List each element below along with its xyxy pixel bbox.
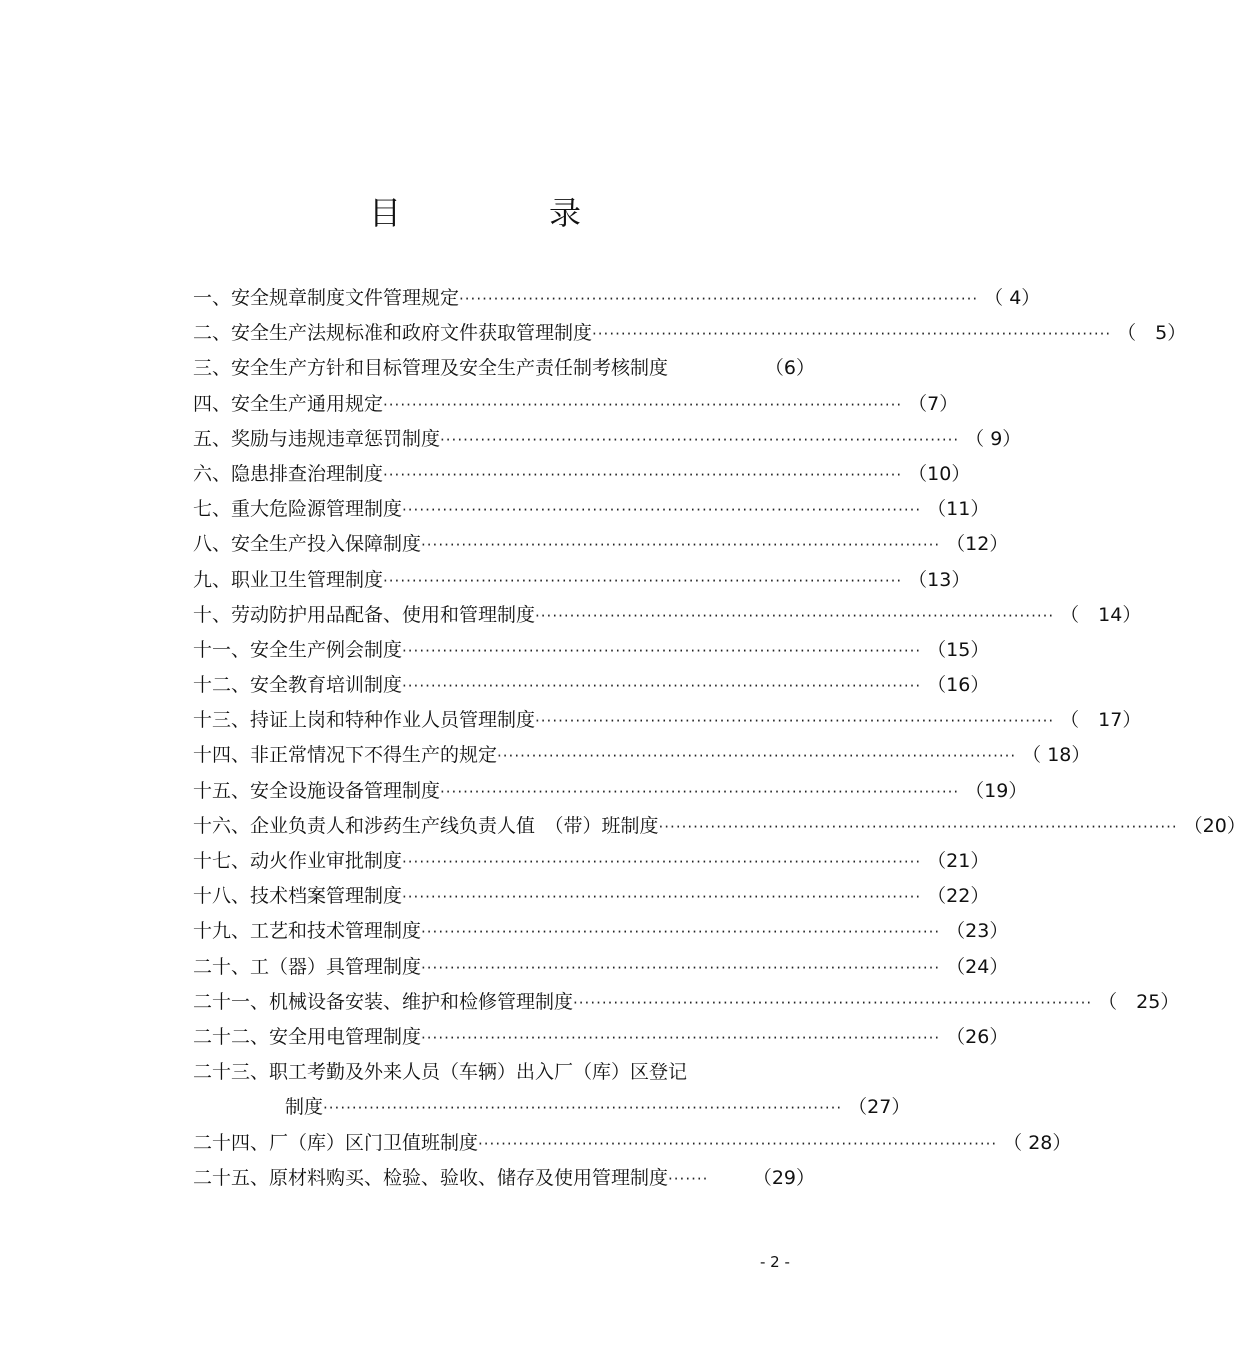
toc-entry-label: 二十一、机械设备安装、维护和检修管理制度 bbox=[193, 990, 574, 1013]
toc-entry-label: 八、安全生产投入保障制度 bbox=[193, 533, 422, 556]
toc-entry bbox=[193, 985, 1180, 1020]
toc-entry-page: （ 4） bbox=[984, 287, 1041, 309]
dot-leader: ·························································································· bbox=[402, 888, 922, 907]
table-of-contents bbox=[193, 281, 1246, 1196]
toc-entry bbox=[193, 387, 959, 422]
toc-entry-label: 十五、安全设施设备管理制度 bbox=[193, 779, 441, 802]
dot-leader: ·························································································· bbox=[658, 817, 1178, 836]
dot-leader: ·························································································· bbox=[402, 501, 922, 520]
toc-entry-page: （24） bbox=[946, 955, 1009, 978]
toc-entry-label: 十六、企业负责人和涉药生产线负责人值 （带）班制度 bbox=[193, 814, 659, 837]
toc-entry-page: （ 25） bbox=[1098, 990, 1180, 1013]
toc-entry-page: （15） bbox=[927, 638, 990, 661]
toc-entry-label: 十八、技术档案管理制度 bbox=[193, 885, 403, 908]
toc-entry-label: 十四、非正常情况下不得生产的规定 bbox=[193, 744, 498, 767]
toc-entry-page: （19） bbox=[965, 779, 1028, 802]
toc-entry-page: （6） bbox=[764, 357, 815, 380]
toc-entry-label: 三、安全生产方针和目标管理及安全生产责任制考核制度 bbox=[193, 357, 669, 380]
toc-entry bbox=[193, 668, 990, 703]
toc-entry-page: （11） bbox=[927, 498, 990, 521]
toc-entry-label: 六、隐患排查治理制度 bbox=[193, 462, 384, 485]
dot-leader: ·························································································· bbox=[421, 923, 941, 942]
toc-entry-page: （ 17） bbox=[1060, 709, 1142, 732]
dot-leader: ·························································································· bbox=[323, 1099, 843, 1118]
toc-entry bbox=[193, 492, 990, 527]
toc-entry-page: （23） bbox=[946, 920, 1009, 943]
toc-entry bbox=[193, 598, 1142, 633]
dot-leader: ·························································································· bbox=[592, 325, 1112, 344]
dot-leader: ······· bbox=[668, 1169, 709, 1188]
toc-entry-label: 十一、安全生产例会制度 bbox=[193, 638, 403, 661]
toc-entry bbox=[193, 457, 971, 492]
dot-leader: ·························································································· bbox=[383, 465, 903, 484]
toc-entry bbox=[193, 316, 1187, 351]
page-title: 目 录 bbox=[368, 194, 639, 232]
toc-entry-label: 七、重大危险源管理制度 bbox=[193, 498, 403, 521]
toc-entry-label: 二十二、安全用电管理制度 bbox=[193, 1025, 422, 1048]
dot-leader: ·························································································· bbox=[535, 712, 1055, 731]
dot-leader: ·························································································· bbox=[402, 677, 922, 696]
dot-leader: ·························································································· bbox=[402, 641, 922, 660]
toc-entry bbox=[193, 950, 1009, 985]
toc-entry bbox=[193, 422, 1022, 457]
toc-entry bbox=[193, 1126, 1072, 1161]
toc-entry-page: （16） bbox=[927, 674, 990, 697]
dot-leader: ·························································································· bbox=[383, 571, 903, 590]
dot-leader: ·························································································· bbox=[573, 993, 1093, 1012]
toc-entry-page: （ 18） bbox=[1022, 744, 1091, 767]
page-number: - 2 - bbox=[760, 1253, 790, 1271]
toc-entry bbox=[193, 879, 990, 914]
toc-entry bbox=[193, 914, 1009, 949]
toc-entry bbox=[193, 1020, 1009, 1055]
toc-entry-page: （20） bbox=[1183, 814, 1246, 837]
dot-leader: ·························································································· bbox=[535, 606, 1055, 625]
dot-leader: ·························································································· bbox=[402, 853, 922, 871]
toc-entry-page: （ 14） bbox=[1060, 603, 1142, 626]
toc-entry-label: 四、安全生产通用规定 bbox=[193, 392, 384, 415]
toc-entry-label: 十九、工艺和技术管理制度 bbox=[193, 920, 422, 943]
toc-entry bbox=[193, 1161, 815, 1196]
toc-entry-page: （13） bbox=[908, 568, 971, 591]
toc-entry-label: 二、安全生产法规标准和政府文件获取管理制度 bbox=[193, 322, 593, 345]
toc-entry-page: （ 5） bbox=[1117, 322, 1187, 345]
toc-entry bbox=[193, 703, 1142, 738]
toc-entry-page: （26） bbox=[946, 1025, 1009, 1048]
toc-entry bbox=[193, 738, 1091, 773]
dot-leader: ·························································································· bbox=[383, 395, 903, 414]
toc-entry-page: （21） bbox=[927, 850, 990, 872]
dot-leader: ·························································································· bbox=[421, 536, 941, 555]
dot-leader: ·························································································· bbox=[440, 782, 960, 801]
toc-entry bbox=[193, 844, 990, 879]
dot-leader: ·························································································· bbox=[459, 290, 979, 308]
toc-entry-page: （ 28） bbox=[1003, 1131, 1072, 1154]
toc-entry-label: 二十、工（器）具管理制度 bbox=[193, 955, 422, 978]
toc-entry-label: 十三、持证上岗和特种作业人员管理制度 bbox=[193, 709, 536, 732]
toc-entry bbox=[193, 527, 1009, 562]
toc-entry-continuation bbox=[193, 1090, 911, 1125]
toc-entry bbox=[193, 633, 990, 668]
toc-entry bbox=[193, 774, 1028, 809]
toc-entry-label: 九、职业卫生管理制度 bbox=[193, 568, 384, 591]
toc-entry-page: （27） bbox=[848, 1096, 911, 1119]
toc-entry bbox=[193, 1055, 815, 1090]
toc-entry bbox=[193, 281, 1041, 316]
toc-entry-page: （ 9） bbox=[965, 427, 1022, 450]
toc-entry-page: （7） bbox=[908, 392, 959, 415]
dot-leader: ·························································································· bbox=[421, 1028, 941, 1047]
toc-entry-label: 十、劳动防护用品配备、使用和管理制度 bbox=[193, 603, 536, 626]
toc-entry-label: 一、安全规章制度文件管理规定 bbox=[193, 287, 460, 309]
toc-entry-label: 二十五、原材料购买、检验、验收、储存及使用管理制度 bbox=[193, 1166, 669, 1189]
toc-entry-label: 二十三、职工考勤及外来人员（车辆）出入厂（库）区登记 bbox=[193, 1061, 688, 1084]
toc-entry-label: 十二、安全教育培训制度 bbox=[193, 674, 403, 697]
toc-entry-page: （10） bbox=[908, 462, 971, 485]
toc-entry-label: 制度 bbox=[285, 1096, 324, 1119]
toc-entry bbox=[193, 563, 971, 598]
toc-entry-label: 二十四、厂（库）区门卫值班制度 bbox=[193, 1131, 479, 1154]
dot-leader: ·························································································· bbox=[421, 958, 941, 977]
toc-entry-label: 五、奖励与违规违章惩罚制度 bbox=[193, 427, 441, 450]
toc-entry-page: （22） bbox=[927, 885, 990, 908]
toc-entry bbox=[193, 351, 815, 386]
toc-entry-page: （12） bbox=[946, 533, 1009, 556]
dot-leader: ·························································································· bbox=[478, 1134, 998, 1153]
toc-entry-page: （29） bbox=[752, 1166, 815, 1189]
dot-leader: ·························································································· bbox=[497, 747, 1017, 766]
dot-leader: ·························································································· bbox=[440, 430, 960, 449]
toc-entry-label: 十七、动火作业审批制度 bbox=[193, 850, 403, 872]
toc-entry bbox=[193, 809, 1246, 844]
